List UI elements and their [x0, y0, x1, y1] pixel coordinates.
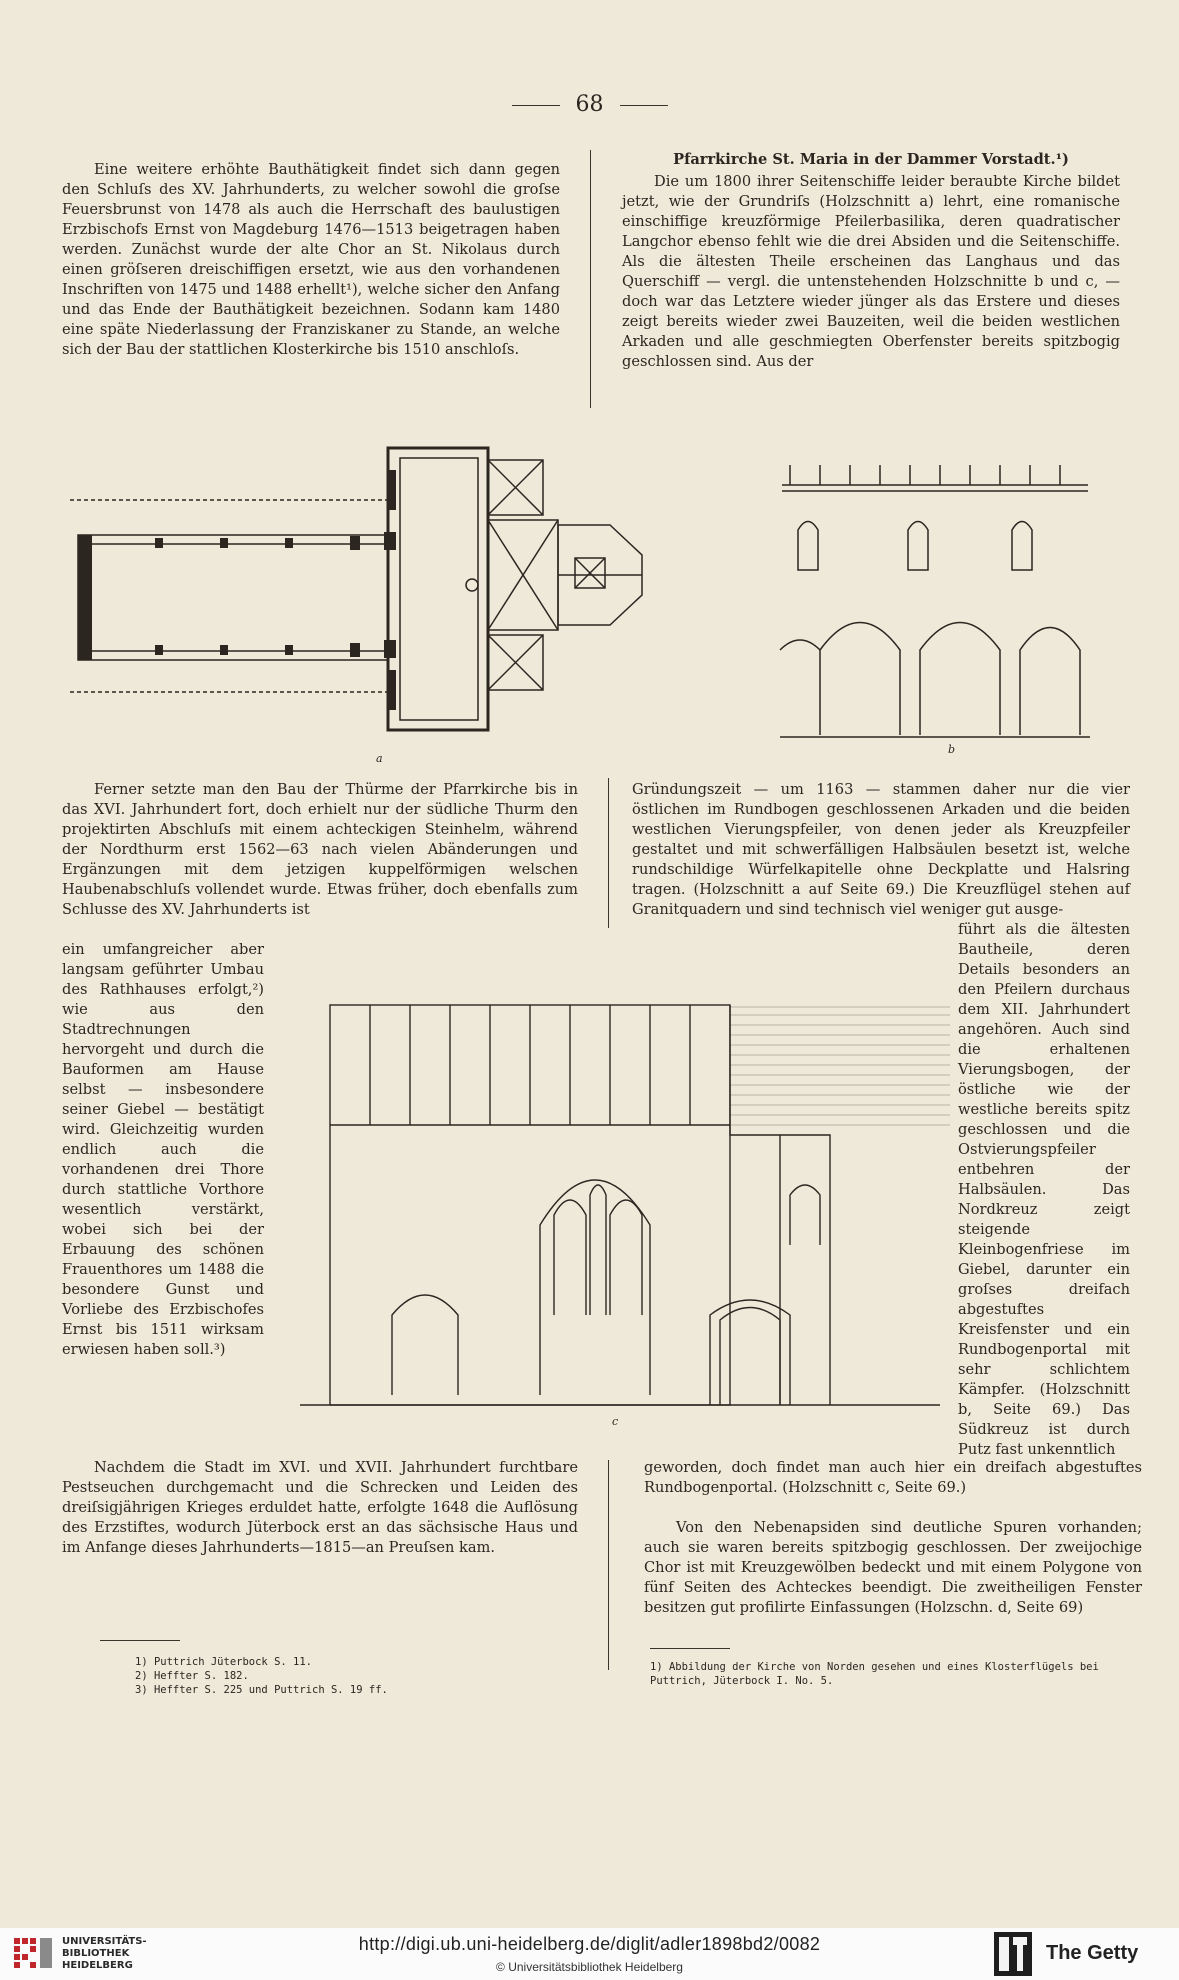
column-divider-top: [590, 150, 591, 408]
elevation-figure-b: [780, 455, 1090, 755]
right-paragraph-3: geworden, doch findet man auch hier ein dreifach abgestuftes Rundbogenportal. (Holzschnitt c, Seite 69.): [644, 1459, 1142, 1496]
footnote-left-2: 2) Heffter S. 182.: [135, 1670, 249, 1682]
right-paragraph-1: Die um 1800 ihrer Seitenschiffe leider beraubte Kirche bildet jetzt, wie der Grundriſs (Holzschnitt a) lehrt, eine romanische einschiffige kreuzförmige Pfeilerbasilika, deren quadratischer Langchor ebenso fehlt wie die drei Absiden und die Seitenschiffe. Als die ältesten Theile erscheinen das Langhaus und das Querschiff — vergl. die untenstehenden Holzschnitte b und c, — doch war das Letztere wieder jünger als das Erstere und dieses zeigt bereits wieder zwei Bauzeiten, weil die beiden westlichen Arkaden und alle geschmiegten Oberfenster bereits spitzbogig geschlossen sind. Aus der: [622, 173, 1120, 370]
right-paragraph-2: Gründungszeit — um 1163 — stammen daher nur die vier östlichen im Rundbogen geschlossenen Arkaden und die beiden westlichen Vierungspfeiler, von denen jeder als Kreuzpfeiler gestaltet und mit schwerfälligen Halbsäulen besetzt ist, welche rundschildige Würfelkapitelle ohne Deckplatte und Halsring tragen. (Holzschnitt a auf Seite 69.) Die Kreuzflügel stehen auf Granitquadern und sind technisch viel weniger gut ausge-: [632, 781, 1130, 918]
figure-b-label: b: [948, 743, 956, 756]
church-facade-figure-c: [290, 985, 950, 1428]
footnote-left-1: 1) Puttrich Jüterbock S. 11.: [135, 1656, 313, 1668]
page-number: 68: [0, 92, 1179, 117]
footnote-left-3: 3) Heffter S. 225 und Puttrich S. 19 ff.: [135, 1684, 388, 1696]
document-url-link[interactable]: http://digi.ub.uni-heidelberg.de/diglit/adler1898bd2/0082: [358, 1934, 821, 1954]
right-column-top: [622, 150, 1120, 372]
column-divider-middle: [608, 778, 609, 928]
floor-plan-figure-a: [70, 440, 670, 765]
right-paragraph-2-narrow: führt als die ältesten Bautheile, deren Details besonders an den Pfeilern durchaus dem XII. Jahrhundert angehören. Auch sind die erhaltenen Vierungsbogen, der östliche wie der westliche bereits spitz geschlossen und die Ostvierungspfeiler entbehren der Halbsäulen. Das Nordkreuz zeigt steigende Kleinbogenfriese im Giebel, darunter ein groſses dreifach abgestuftes Kreisfenster und ein Rundbogenportal mit sehr schlichtem Kämpfer. (Holzschnitt b, Seite 69.) Das Südkreuz ist durch Putz fast unkenntlich: [958, 921, 1130, 1458]
column-divider-bottom: [608, 1460, 609, 1670]
getty-logo-icon: [994, 1932, 1032, 1976]
figure-a-label: a: [376, 752, 383, 765]
left-paragraph-3: Nachdem die Stadt im XVI. und XVII. Jahrhundert furchtbare Pestseuchen durchgemacht und die Schrecken und Leiden des dreiſsigjährigen Krieges erduldet hatte, erfolgte 1648 die Auflösung des Erzstiftes, wodurch Jüterbock erst an das sächsische Haus und im Anfange dieses Jahrhunderts—1815—an Preuſsen kam.: [62, 1459, 578, 1556]
library-name: UNIVERSITÄTS- BIBLIOTHEK HEIDELBERG: [62, 1936, 147, 1971]
copyright-notice: © Universitätsbibliothek Heidelberg: [496, 1960, 683, 1974]
partner-name: The Getty: [1046, 1942, 1139, 1964]
figure-c-label: c: [612, 1415, 619, 1428]
footnotes-left: [135, 1655, 575, 1697]
footnote-right: 1) Abbildung der Kirche von Norden gesehen und eines Klosterflügels bei Puttrich, Jüterbock I. No. 5.: [650, 1661, 1099, 1687]
section-heading: Pfarrkirche St. Maria in der Dammer Vorstadt.¹): [673, 151, 1069, 168]
left-paragraph-1: Eine weitere erhöhte Bauthätigkeit findet sich dann gegen den Schluſs des XV. Jahrhunderts, zu welcher sowohl die groſse Feuersbrunst von 1478 als auch die Herrschaft des baulustigen Erzbischofs Ernst von Magdeburg 1476—1513 beigetragen haben werden. Zunächst wurde der alte Chor an St. Nikolaus durch einen gröſseren dreischiffigen ersetzt, wie aus den vorhandenen Inschriften von 1475 und 1488 erhellt¹), welche sicher den Anfang und das Ende der Bauthätigkeit bezeichnen. Sodann kam 1480 eine späte Niederlassung der Franziskaner zu Stande, an welche sich der Bau der stattlichen Klosterkirche bis 1510 anschloſs.: [62, 161, 560, 358]
left-paragraph-2-narrow: ein umfangreicher aber langsam geführter Umbau des Rathhauses erfolgt,²) wie aus den Stadtrechnungen hervorgeht und durch die Bauformen am Hause selbst — insbesondere seiner Giebel — bestätigt wird. Gleichzeitig wurden endlich auch die vorhandenen drei Thore durch stattliche Vorthore wesentlich verstärkt, wobei sich bei der Erbauung des schönen Frauenthores um 1488 die besondere Gunst und Vorliebe des Erzbischofes Ernst bis 1511 wirksam erwiesen haben soll.³): [62, 941, 264, 1358]
footnote-rule-left: [100, 1640, 180, 1641]
viewer-footer: [0, 1928, 1179, 1980]
right-paragraph-4: Von den Nebenapsiden sind deutliche Spuren vorhanden; auch sie waren bereits spitzbogig geschlossen. Der zweijochige Chor ist mit Kreuzgewölben bedeckt und mit einem Polygone von fünf Seiten des Achteckes beendigt. Die zweitheiligen Fenster besitzen gut profilirte Einfassungen (Holzschn. d, Seite 69): [644, 1519, 1142, 1616]
left-paragraph-2: Ferner setzte man den Bau der Thürme der Pfarrkirche bis in das XVI. Jahrhundert fort, doch erhielt nur der südliche Thurm den projektirten Abschluſs mit einem achteckigen Steinhelm, während der Nordthurm erst 1562—63 nach vielen Abänderungen und Ergänzungen mit dem jetzigen kuppelförmigen welschen Haubenabschluſs vollendet wurde. Etwas früher, doch ebenfalls zum Schlusse des XV. Jahrhunderts ist: [62, 781, 578, 918]
footnote-rule-right: [650, 1648, 730, 1649]
